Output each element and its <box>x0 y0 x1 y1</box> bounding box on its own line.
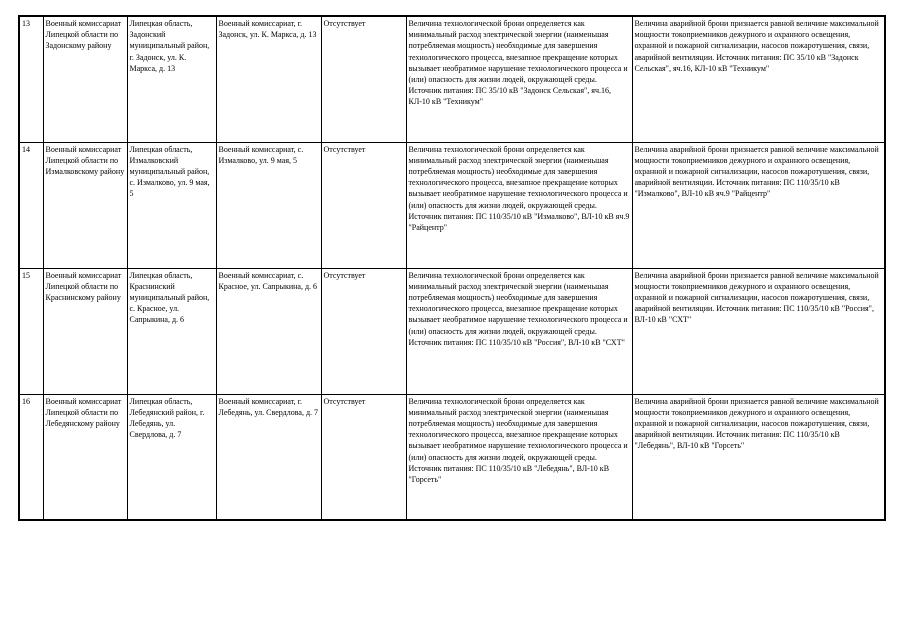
emergency-reserve-cell: Величина аварийной брони признается равной величине максимальной мощности токоприемников дежурного и охранного освещения, охранной и пожарной сигнализации, насосов пожаротушения, связи, аварийной вентиляции. Источник питания: ПС 35/10 кВ "Задонск Сельская", яч.16, КЛ-10 кВ "Техникум" <box>632 16 885 142</box>
table-row <box>19 16 885 142</box>
row-number-cell: 16 <box>19 394 43 520</box>
table-row <box>19 394 885 520</box>
organization-cell: Военный комиссариат Липецкой области по Лебедянскому району <box>43 394 127 520</box>
object-cell: Военный комиссариат, с. Измалково, ул. 9 мая, 5 <box>216 142 321 268</box>
emergency-reserve-cell: Величина аварийной брони признается равной величине максимальной мощности токоприемников дежурного и охранного освещения, охранной и пожарной сигнализации, насосов пожаротушения, связи, аварийной вентиляции. Источник питания: ПС 110/35/10 кВ "Измалково", ВЛ-10 кВ яч.9 "Райцентр" <box>632 142 885 268</box>
document-page <box>18 15 884 521</box>
status-cell: Отсутствует <box>321 142 406 268</box>
table-row <box>19 268 885 394</box>
row-number-cell: 14 <box>19 142 43 268</box>
organization-cell: Военный комиссариат Липецкой области по Измалковскому району <box>43 142 127 268</box>
emergency-reserve-cell: Величина аварийной брони признается равной величине максимальной мощности токоприемников дежурного и охранного освещения, охранной и пожарной сигнализации, насосов пожаротушения, связи, аварийной вентиляции. Источник питания: ПС 110/35/10 кВ "Лебедянь", ВЛ-10 кВ "Горсеть" <box>632 394 885 520</box>
reserve-table <box>18 15 886 521</box>
emergency-reserve-cell: Величина аварийной брони признается равной величине максимальной мощности токоприемников дежурного и охранного освещения, охранной и пожарной сигнализации, насосов пожаротушения, связи, аварийной вентиляции. Источник питания: ПС 110/35/10 кВ "Россия", ВЛ-10 кВ "СХТ" <box>632 268 885 394</box>
row-number-cell: 13 <box>19 16 43 142</box>
address-cell: Липецкая область, Измалковский муниципальный район, с. Измалково, ул. 9 мая, 5 <box>127 142 216 268</box>
table-row <box>19 142 885 268</box>
tech-reserve-cell: Величина технологической брони определяется как минимальный расход электрической энергии (наименьшая потребляемая мощность) необходимые для завершения технологического процесса, внезапное прекращение которых вызывает необратимое нарушение технологического процесса и (или) опасность для жизни людей, окружающей среды. Источник питания: ПС 110/35/10 кВ "Измалково", ВЛ-10 кВ яч.9 "Райцентр" <box>406 142 632 268</box>
status-cell: Отсутствует <box>321 268 406 394</box>
organization-cell: Военный комиссариат Липецкой области по Задонскому району <box>43 16 127 142</box>
object-cell: Военный комиссариат, г. Задонск, ул. К. Маркса, д. 13 <box>216 16 321 142</box>
tech-reserve-cell: Величина технологической брони определяется как минимальный расход электрической энергии (наименьшая потребляемая мощность) необходимые для завершения технологического процесса, внезапное прекращение которых вызывает необратимое нарушение технологического процесса и (или) опасность для жизни людей, окружающей среды. Источник питания: ПС 110/35/10 кВ "Россия", ВЛ-10 кВ "СХТ" <box>406 268 632 394</box>
address-cell: Липецкая область, Задонский муниципальный район, г. Задонск, ул. К. Маркса, д. 13 <box>127 16 216 142</box>
tech-reserve-cell: Величина технологической брони определяется как минимальный расход электрической энергии (наименьшая потребляемая мощность) необходимые для завершения технологического процесса, внезапное прекращение которых вызывает необратимое нарушение технологического процесса и (или) опасность для жизни людей, окружающей среды. Источник питания: ПС 35/10 кВ "Задонск Сельская", яч.16, КЛ-10 кВ "Техникум" <box>406 16 632 142</box>
organization-cell: Военный комиссариат Липецкой области по Краснинскому району <box>43 268 127 394</box>
tech-reserve-cell: Величина технологической брони определяется как минимальный расход электрической энергии (наименьшая потребляемая мощность) необходимые для завершения технологического процесса, внезапное прекращение которых вызывает необратимое нарушение технологического процесса и (или) опасность для жизни людей, окружающей среды. Источник питания: ПС 110/35/10 кВ "Лебедянь", ВЛ-10 кВ "Горсеть" <box>406 394 632 520</box>
object-cell: Военный комиссариат, с. Красное, ул. Сапрыкина, д. 6 <box>216 268 321 394</box>
address-cell: Липецкая область, Лебедянский район, г. Лебедянь, ул. Свердлова, д. 7 <box>127 394 216 520</box>
status-cell: Отсутствует <box>321 16 406 142</box>
object-cell: Военный комиссариат, г. Лебедянь, ул. Свердлова, д. 7 <box>216 394 321 520</box>
row-number-cell: 15 <box>19 268 43 394</box>
address-cell: Липецкая область, Краснинский муниципальный район, с. Красное, ул. Сапрыкина, д. 6 <box>127 268 216 394</box>
status-cell: Отсутствует <box>321 394 406 520</box>
